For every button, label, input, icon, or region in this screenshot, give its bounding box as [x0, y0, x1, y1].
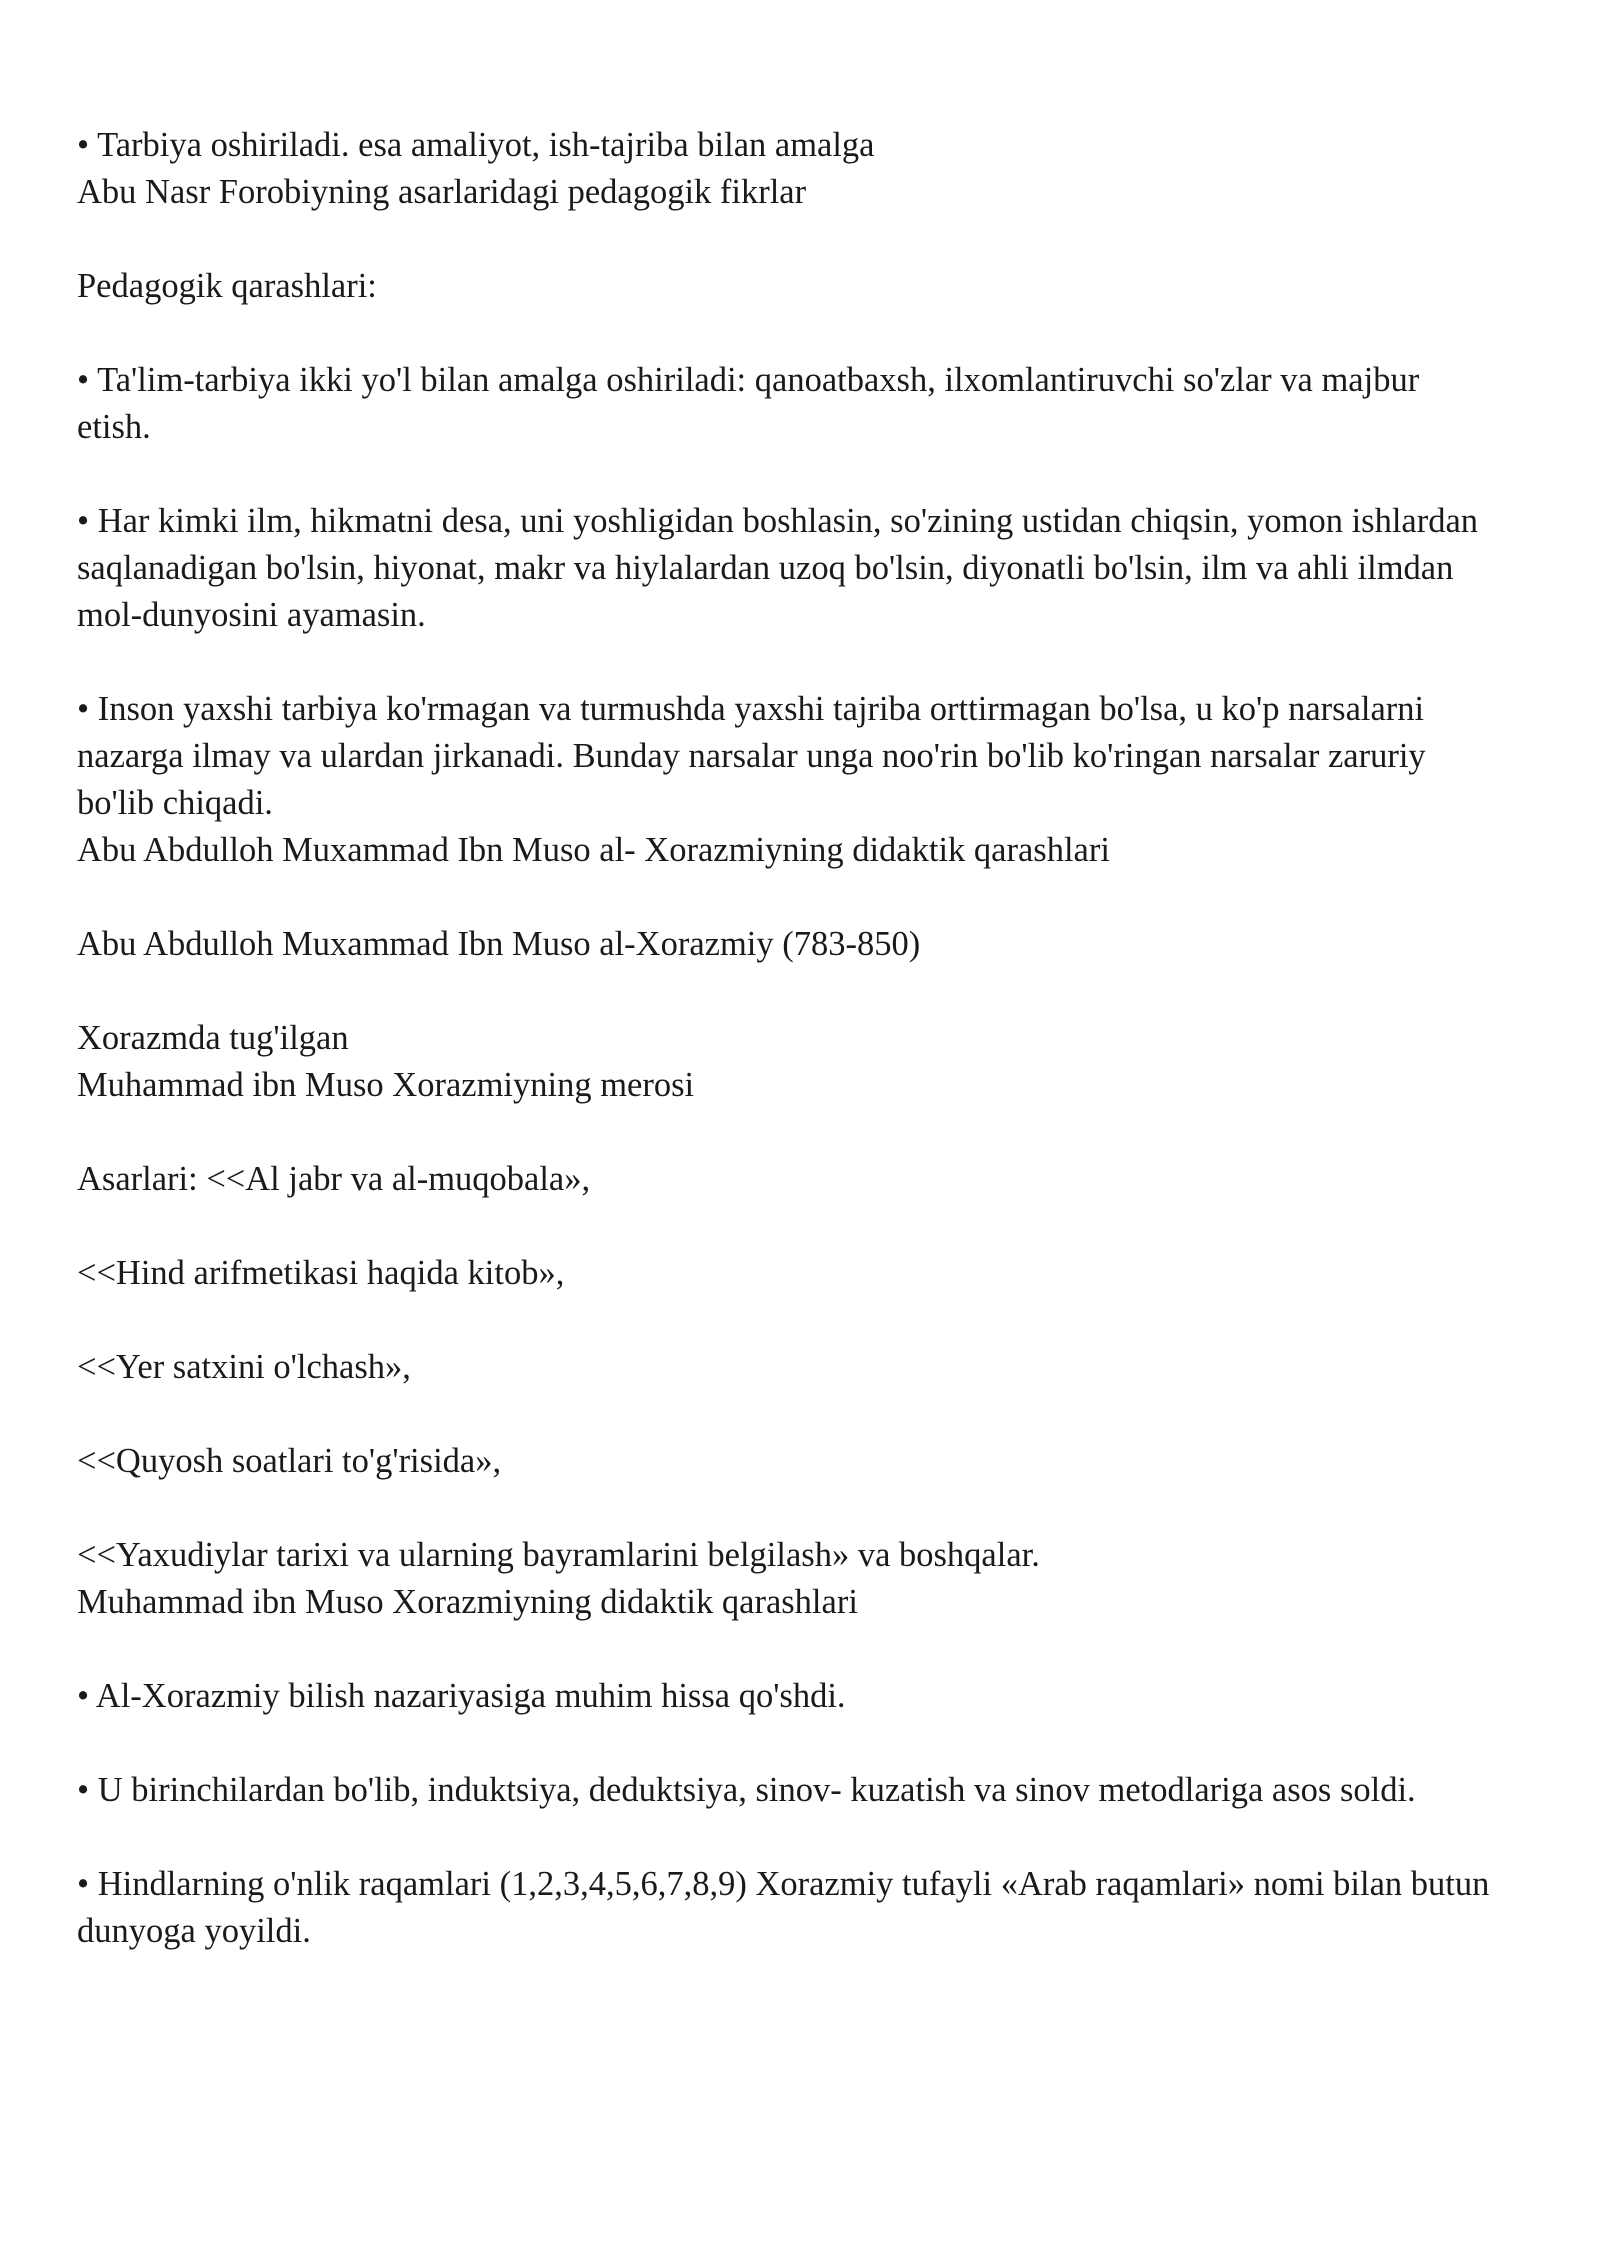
- work-quyosh-soatlari: <<Quyosh soatlari to'g'risida»,: [77, 1442, 502, 1480]
- bullet-ilm-hikmat: • Har kimki ilm, hikmatni desa, uni yoshligidan boshlasin, so'zining ustidan chiqsin, yomon ishlardan saqlanadigan bo'lsin, hiyonat, makr va hiylalardan uzoq bo'lsin, diyonatli bo'lsin, ilm va ahli ilmdan mol-dunyosini ayamasin.: [77, 502, 1479, 634]
- spacer: [77, 1720, 1497, 1767]
- document-page: [77, 122, 1497, 1955]
- xorazmiy-birthplace: Xorazmda tug'ilgan: [77, 1019, 349, 1057]
- spacer: [77, 1203, 1497, 1250]
- spacer: [77, 1814, 1497, 1861]
- heading-forobiy: Abu Nasr Forobiyning asarlaridagi pedagogik fikrlar: [77, 173, 807, 211]
- heading-xorazmiy-didaktik-2: Muhammad ibn Muso Xorazmiyning didaktik qarashlari: [77, 1583, 858, 1621]
- subheading-pedagogik: Pedagogik qarashlari:: [77, 267, 377, 305]
- spacer: [77, 1391, 1497, 1438]
- bullet-arab-raqamlari: • Hindlarning o'nlik raqamlari (1,2,3,4,5,6,7,8,9) Xorazmiy tufayli «Arab raqamlari» nomi bilan butun dunyoga yoyildi.: [77, 1865, 1490, 1950]
- spacer: [77, 639, 1497, 686]
- spacer: [77, 968, 1497, 1015]
- spacer: [77, 1485, 1497, 1532]
- heading-xorazmiy-didaktik: Abu Abdulloh Muxammad Ibn Muso al- Xorazmiyning didaktik qarashlari: [77, 831, 1110, 869]
- spacer: [77, 310, 1497, 357]
- work-al-jabr: Asarlari: <<Al jabr va al-muqobala»,: [77, 1160, 591, 1198]
- spacer: [77, 874, 1497, 921]
- spacer: [77, 451, 1497, 498]
- work-yer-satxi: <<Yer satxini o'lchash»,: [77, 1348, 411, 1386]
- spacer: [77, 1297, 1497, 1344]
- bullet-tarbiya: • Tarbiya oshiriladi. esa amaliyot, ish-tajriba bilan amalga: [77, 126, 875, 164]
- xorazmiy-full-name: Abu Abdulloh Muxammad Ibn Muso al-Xorazmiy (783-850): [77, 925, 921, 963]
- bullet-talim-tarbiya: • Ta'lim-tarbiya ikki yo'l bilan amalga oshiriladi: qanoatbaxsh, ilxomlantiruvchi so'zlar va majbur etish.: [77, 361, 1420, 446]
- bullet-inson-tarbiya: • Inson yaxshi tarbiya ko'rmagan va turmushda yaxshi tajriba orttirmagan bo'lsa, u ko'p narsalarni nazarga ilmay va ulardan jirkanadi. Bunday narsalar unga noo'rin bo'lib ko'ringan narsalar zaruriy bo'lib chiqadi.: [77, 690, 1426, 822]
- work-hind-arifmetikasi: <<Hind arifmetikasi haqida kitob»,: [77, 1254, 565, 1292]
- spacer: [77, 1626, 1497, 1673]
- heading-xorazmiy-merosi: Muhammad ibn Muso Xorazmiyning merosi: [77, 1066, 695, 1104]
- spacer: [77, 1109, 1497, 1156]
- spacer: [77, 216, 1497, 263]
- bullet-bilish-nazariyasi: • Al-Xorazmiy bilish nazariyasiga muhim hissa qo'shdi.: [77, 1677, 846, 1715]
- work-yaxudiylar-tarixi: <<Yaxudiylar tarixi va ularning bayramlarini belgilash» va boshqalar.: [77, 1536, 1040, 1574]
- bullet-induktsiya: • U birinchilardan bo'lib, induktsiya, deduktsiya, sinov- kuzatish va sinov metodlariga asos soldi.: [77, 1771, 1416, 1809]
